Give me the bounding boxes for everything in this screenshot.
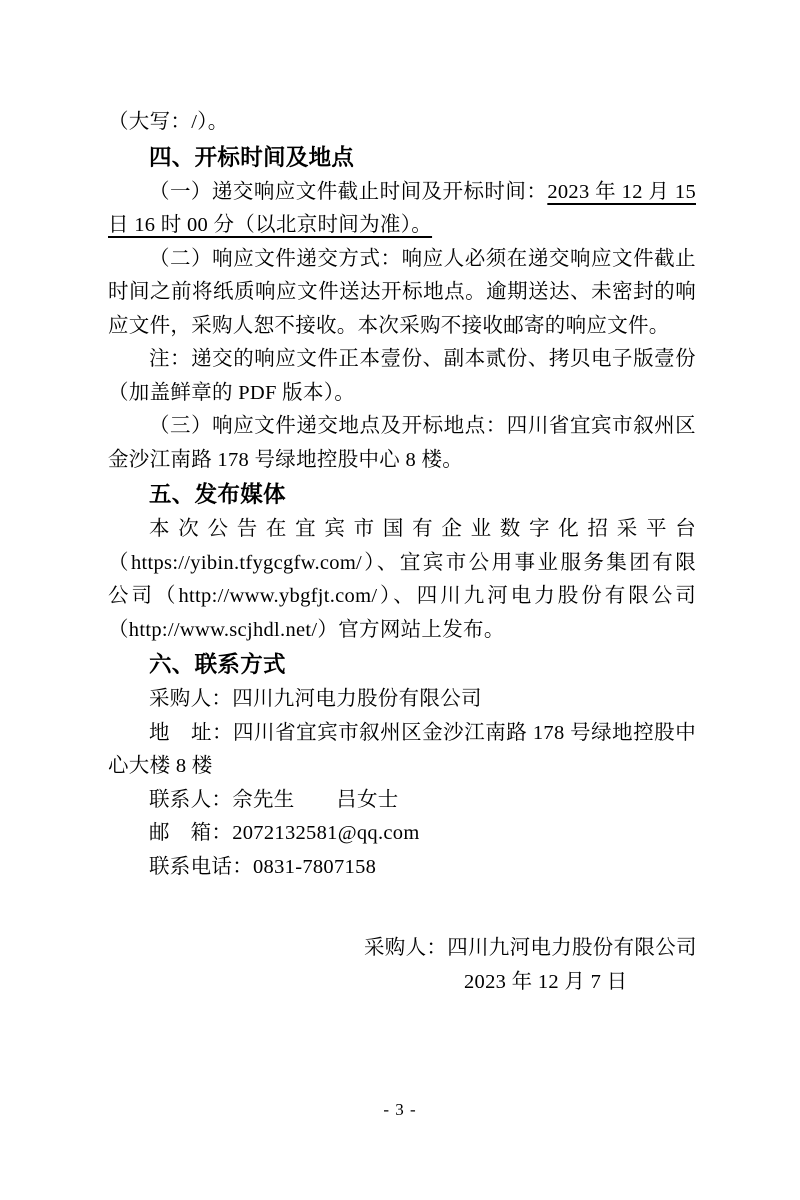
media-line-1: 本次公告在宜宾市国有企业数字化招采平台 [149,518,696,540]
heading-section-6: 六、联系方式 [149,652,286,677]
media-line-2: （https://yibin.tfygcgfw.com/）、宜宾市公用事业服务集团有限 [108,551,696,574]
contact-email: 邮 箱：2072132581@qq.com [149,822,420,844]
note-line-1: 注：递交的响应文件正本壹份、副本贰份、拷贝电子版壹份 [149,348,696,370]
contact-address-line-1: 地 址：四川省宜宾市叙州区金沙江南路 178 号绿地控股中 [149,721,696,744]
submission-method-line-1: （二）响应文件递交方式：响应人必须在递交响应文件截止 [149,247,696,270]
deadline-date-underline-part2: 日 16 时 00 分（以北京时间为准）。 [108,214,433,236]
contact-person: 联系人：佘先生 吕女士 [149,788,399,811]
deadline-prefix: （一）递交响应文件截止时间及开标时间： [149,180,548,203]
note-line-2: （加盖鲜章的 PDF 版本）。 [108,381,356,404]
deadline-paragraph-line-1 [108,176,696,210]
deadline-date-underline-part1: 2023 年 12 月 15 [547,180,696,203]
heading-section-4: 四、开标时间及地点 [149,144,355,170]
signature-date: 2023 年 12 月 7 日 [464,970,628,993]
submission-place-line-2: 金沙江南路 178 号绿地控股中心 8 楼。 [108,448,464,471]
submission-method-line-3: 应文件，采购人恕不接收。本次采购不接收邮寄的响应文件。 [108,314,670,337]
submission-method-line-2: 时间之前将纸质响应文件送达开标地点。逾期送达、未密封的响 [108,281,696,303]
document-content [108,106,696,999]
media-line-4: （http://www.scjhdl.net/）官方网站上发布。 [108,618,505,641]
deadline-paragraph-line-2 [108,209,696,243]
heading-section-5: 五、发布媒体 [149,482,286,507]
page-number: - 3 - [383,1100,417,1119]
contact-phone: 联系电话：0831-7807158 [149,855,377,878]
signature-gap [108,884,696,932]
contact-address-line-2: 心大楼 8 楼 [108,755,213,777]
media-line-3: 公司（http://www.ybgfjt.com/）、四川九河电力股份有限公司 [108,585,696,607]
signature-purchaser: 采购人：四川九河电力股份有限公司 [364,937,697,959]
paragraph-amount-capital: （大写：/）。 [108,111,229,133]
submission-place-line-1: （三）响应文件递交地点及开标地点：四川省宜宾市叙州区 [149,415,696,437]
contact-purchaser: 采购人：四川九河电力股份有限公司 [149,688,482,710]
